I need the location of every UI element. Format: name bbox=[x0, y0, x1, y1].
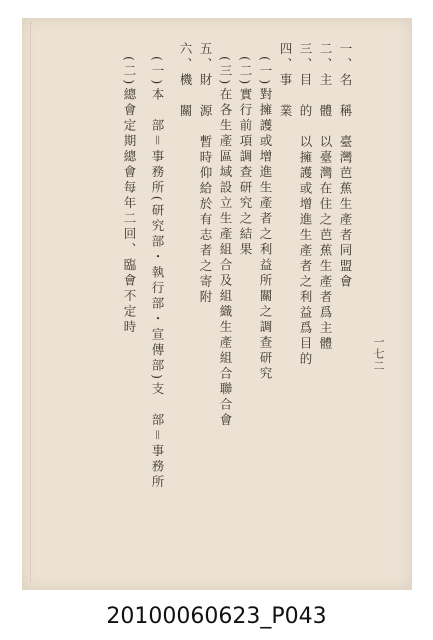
page-number: 一七二 bbox=[372, 336, 385, 372]
text-line-8: 五、財 源 暫時仰給於有志者之寄附 bbox=[198, 42, 213, 306]
text-line-4: 四、事 業 bbox=[278, 42, 293, 120]
text-line-5: (一)對擁護或增進生產者之利益所關之調查研究 bbox=[258, 56, 273, 382]
text-line-3: 三、目 的 以擁護或增進生產者之利益爲目的 bbox=[298, 42, 313, 368]
text-line-2: 二、主 體 以臺灣在住之芭蕉生產者爲主體 bbox=[318, 42, 333, 352]
binding-edge bbox=[30, 22, 34, 582]
text-line-9: 六、機 關 bbox=[178, 42, 193, 120]
paper-sheet bbox=[22, 18, 412, 590]
image-caption: 20100060623_P043 bbox=[106, 604, 327, 629]
text-line-7: (三)在各生產區域設立生產組合及組織生產組合聯合會 bbox=[218, 56, 233, 429]
text-line-11: (二)總會定期總會每年二回、臨會不定時 bbox=[122, 56, 137, 336]
text-line-6: (二)實行前項調查研究之結果 bbox=[238, 56, 253, 258]
text-line-1: 一、名 稱 臺灣芭蕉生產者同盟會 bbox=[338, 42, 353, 290]
text-line-10: (一)本 部＝事務所(研究部・執行部・宣傳部)支 部＝事務所 bbox=[150, 56, 165, 491]
